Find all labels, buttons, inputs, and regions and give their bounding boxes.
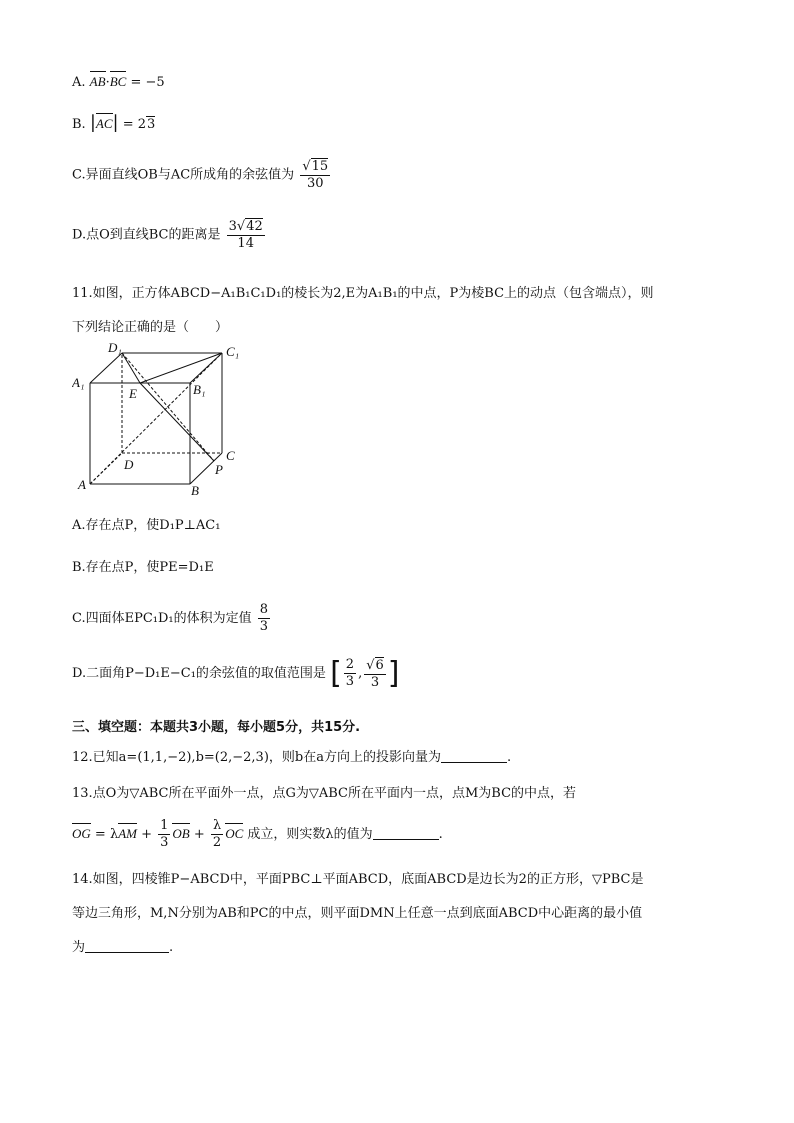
vector-ac: AC (95, 116, 113, 131)
vector-ab: AB (89, 74, 106, 89)
label-d1: D₁ (108, 340, 122, 355)
fraction: $\frac{2}{3}$ (345, 657, 355, 689)
seg-ec1 (140, 353, 222, 383)
label-a: A (78, 477, 86, 492)
fraction: $\frac{3√42}{14}$ (228, 219, 263, 251)
q10-option-a: A. AB·BC = −5 (72, 74, 165, 90)
option-text: D.点O到直线BC的距离是 (72, 227, 221, 243)
question-text: 为 (72, 940, 86, 955)
q13-line2: OG = λAM + $\frac{1}{3}$ OB + $\frac{\lambda}{2}$ OC 成立，则实数λ的值为 . (72, 818, 443, 850)
vector-bc: BC (109, 74, 127, 89)
answer-blank[interactable] (85, 938, 169, 953)
question-text: 12.已知a=(1,1,−2),b=(2,−2,3)，则b在a方向上的投影向量为 (72, 750, 441, 765)
fraction: $\frac{√6}{3}$ (366, 657, 384, 690)
option-text: D.二面角P−D₁E−C₁的余弦值的取值范围是 (72, 666, 326, 681)
q11-stem-line1: 11.如图，正方体ABCD−A₁B₁C₁D₁的棱长为2,E为A₁B₁的中点，P为棱BC上的动点（包含端点），则 (72, 286, 654, 301)
label-b: B (191, 483, 199, 496)
q14-line3: 为 . (72, 940, 174, 955)
q14-line2: 等边三角形，M,N分别为AB和PC的中点，则平面DMN上任意一点到底面ABCD中心距离的最小值 (72, 906, 643, 921)
q14-line1: 14.如图，四棱锥P−ABCD中，平面PBC⊥平面ABCD，底面ABCD是边长为2的正方形，▽PBC是 (72, 872, 644, 887)
seg-d1p (122, 353, 214, 461)
q12-text: 12.已知a=(1,1,−2),b=(2,−2,3)，则b在a方向上的投影向量为 . (72, 750, 512, 765)
fraction: $\frac{1}{3}$ (160, 818, 169, 850)
option-label: B. (72, 117, 86, 132)
q10-option-c (72, 158, 332, 192)
q11-option-d: D.二面角P−D₁E−C₁的余弦值的取值范围是 [ $\frac{2}{3}$ , $\frac{√6}{3}$ ] (72, 656, 400, 691)
edge-b1c1 (190, 353, 222, 383)
label-e: E (129, 386, 137, 401)
section-title: 三、填空题：本题共3小题，每小题5分，共15分. (72, 720, 361, 735)
q13-line1: 13.点O为▽ABC所在平面外一点，点G为▽ABC所在平面内一点，点M为BC的中点，若 (72, 786, 577, 801)
option-text: C.四面体EPC₁D₁的体积为定值 (72, 611, 252, 626)
q11-option-c (72, 602, 272, 635)
q11-option-a: A.存在点P，使D₁P⊥AC₁ (72, 518, 221, 533)
option-text: C.异面直线OB与AC所成角的余弦值为 (72, 167, 295, 183)
q10-option-d (72, 218, 267, 252)
answer-blank[interactable] (441, 748, 507, 763)
label-c1: C₁ (226, 344, 240, 359)
cube-figure (72, 336, 252, 496)
label-a1: A₁ (72, 375, 85, 390)
label-c: C (226, 448, 235, 463)
q11-option-b: B.存在点P，使PE=D₁E (72, 560, 214, 575)
diag-ac1 (90, 353, 222, 484)
fraction: $\frac{\lambda}{2}$ (212, 818, 222, 850)
label-d: D (124, 457, 134, 472)
seg-d1e (122, 353, 140, 383)
option-label: A. (72, 75, 86, 90)
question-text: 成立，则实数λ的值为 (247, 827, 373, 842)
answer-blank[interactable] (373, 825, 439, 840)
label-p: P (215, 462, 223, 477)
fraction: $\frac{√15}{30}$ (302, 159, 329, 191)
q11-stem-line2: 下列结论正确的是（ ） (72, 320, 229, 335)
label-b1: B₁ (193, 382, 206, 397)
q10-option-b: B. |AC| = 23 (72, 112, 156, 133)
fraction: $\frac{8}{3}$ (259, 602, 269, 634)
edge-a1d1 (90, 353, 122, 383)
